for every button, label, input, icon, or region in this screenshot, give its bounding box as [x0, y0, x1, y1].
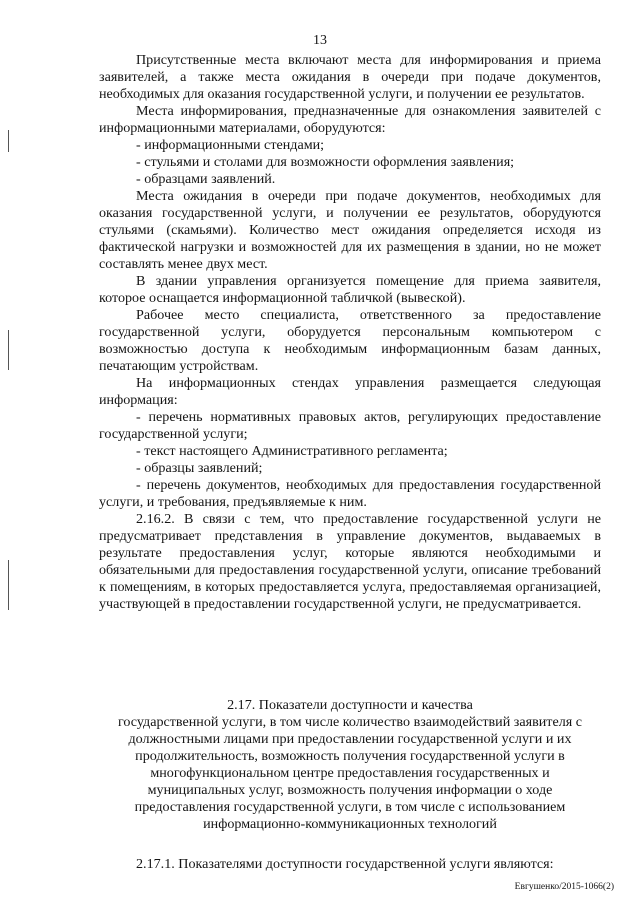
list-item: - образцами заявлений.: [136, 171, 276, 187]
heading-line: муниципальных услуг, возможность получения информации о ходе: [147, 782, 553, 798]
margin-mark: [8, 330, 9, 370]
margin-mark: [8, 130, 9, 152]
paragraph: На информационных стендах управления размещается следующая информация:: [99, 375, 601, 408]
heading-line: предоставления государственной услуги, в том числе с использованием: [134, 799, 566, 815]
paragraph: Места информирования, предназначенные для ознакомления заявителей с информационными материалами, оборудуются:: [99, 103, 601, 136]
page-number: 13: [313, 33, 327, 48]
heading-line: многофункциональном центре предоставления государственных и: [150, 765, 550, 781]
heading-line: продолжительность, возможность получения государственной услуги в: [135, 748, 565, 764]
section-heading: [99, 697, 601, 833]
heading-line: должностными лицами при предоставлении государственной услуги и их: [128, 731, 572, 747]
paragraph: В здании управления организуется помещение для приема заявителя, которое оснащается информационной табличкой (вывеской).: [99, 273, 601, 306]
paragraph: Места ожидания в очереди при подаче документов, необходимых для оказания государственной услуги, и получении ее результатов, оборудуются стульями (скамьями). Количество мест ожидания определяется исходя из фактической нагрузки и возможностей для их размещения в здании, но не может составлять менее двух мест.: [99, 188, 601, 272]
list-item: - перечень документов, необходимых для предоставления государственной услуги, и требования, предъявляемые к ним.: [99, 477, 601, 510]
heading-line: информационно-коммуникационных технологий: [203, 816, 497, 832]
paragraph: 2.16.2. В связи с тем, что предоставление государственной услуги не предусматривает представления в управление документов, выдаваемых в результате предоставления услуг, которые являются необходимыми и обязательными для предоставления государственной услуги, описание требований к помещениям, в которых предоставляется услуга, предоставляемая организацией, участвующей в предоставлении государственной услуги, не предусматривается.: [99, 511, 601, 612]
list-item: - образцы заявлений;: [136, 460, 263, 476]
paragraph: Рабочее место специалиста, ответственного за предоставление государственной услуги, оборудуется персональным компьютером с возможностью доступа к необходимым информационным базам данных, печатающим устройствам.: [99, 307, 601, 374]
heading-line: 2.17. Показатели доступности и качества: [227, 697, 473, 713]
paragraph: 2.17.1. Показателями доступности государственной услуги являются:: [136, 856, 554, 872]
heading-line: государственной услуги, в том числе количество взаимодействий заявителя с: [117, 714, 583, 730]
paragraph: Присутственные места включают места для информирования и приема заявителей, а также места ожидания в очереди при подаче документов, необходимых для оказания государственной услуги, и получении ее результатов.: [99, 52, 601, 102]
body-text: [99, 52, 601, 613]
list-item: - стульями и столами для возможности оформления заявления;: [136, 154, 515, 170]
footer-code: Евгушенко/2015-1066(2): [514, 882, 614, 892]
list-item: - текст настоящего Административного регламента;: [136, 443, 448, 459]
list-item: - перечень нормативных правовых актов, регулирующих предоставление государственной услуги;: [99, 409, 601, 442]
margin-mark: [8, 560, 9, 610]
list-item: - информационными стендами;: [136, 137, 325, 153]
